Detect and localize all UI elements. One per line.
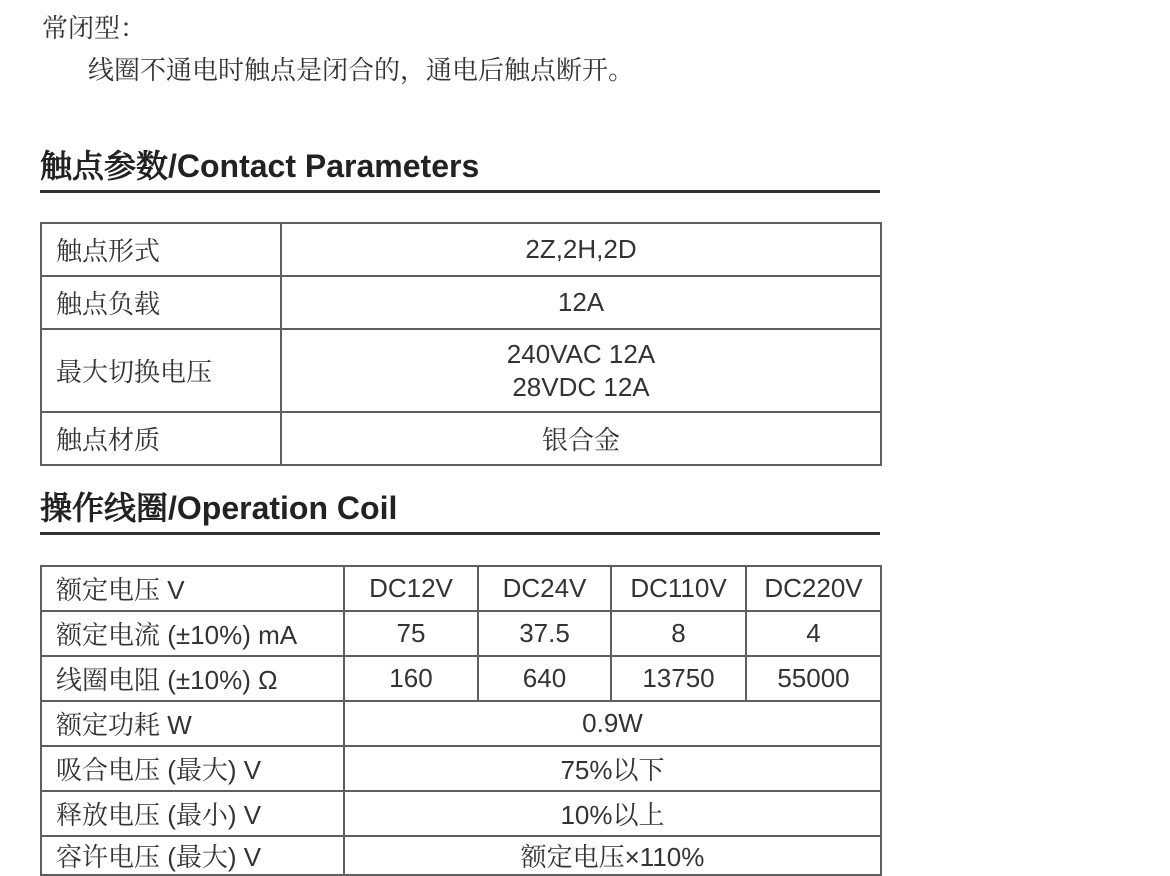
relay-type-title: 常闭型： (42, 13, 147, 43)
contact-parameters-heading: 触点参数/Contact Parameters (40, 148, 480, 184)
table-row (41, 836, 881, 875)
table-row (41, 656, 881, 701)
rated-current-label: 额定电流 (±10%) mA (41, 611, 344, 656)
allowable-voltage-label: 容许电压 (最大) V (41, 836, 344, 875)
coil-resistance-dc110: 13750 (611, 656, 746, 701)
table-row (41, 566, 881, 611)
max-switching-voltage-dc: 28VDC 12A (512, 371, 650, 402)
rated-power-value: 0.9W (344, 701, 881, 746)
table-row (41, 276, 881, 329)
heading-divider (40, 532, 880, 535)
contact-load-value: 12A (281, 276, 881, 329)
rated-voltage-dc12: DC12V (344, 566, 478, 611)
rated-voltage-label: 额定电压 V (41, 566, 344, 611)
contact-form-label: 触点形式 (41, 223, 281, 276)
rated-current-dc110: 8 (611, 611, 746, 656)
table-row (41, 329, 881, 412)
rated-voltage-dc220: DC220V (746, 566, 881, 611)
table-row (41, 412, 881, 465)
rated-current-dc12: 75 (344, 611, 478, 656)
contact-material-label: 触点材质 (41, 412, 281, 465)
coil-resistance-dc12: 160 (344, 656, 478, 701)
pickup-voltage-value: 75%以下 (344, 746, 881, 791)
release-voltage-label: 释放电压 (最小) V (41, 791, 344, 836)
coil-resistance-dc220: 55000 (746, 656, 881, 701)
pickup-voltage-label: 吸合电压 (最大) V (41, 746, 344, 791)
operation-coil-heading: 操作线圈/Operation Coil (40, 490, 398, 526)
rated-current-dc220: 4 (746, 611, 881, 656)
table-row (41, 611, 881, 656)
max-switching-voltage-label: 最大切换电压 (41, 329, 281, 412)
release-voltage-value: 10%以上 (344, 791, 881, 836)
allowable-voltage-value: 额定电压×110% (344, 836, 881, 875)
rated-voltage-dc24: DC24V (478, 566, 611, 611)
table-row (41, 791, 881, 836)
table-row (41, 701, 881, 746)
table-row (41, 223, 881, 276)
rated-voltage-dc110: DC110V (611, 566, 746, 611)
rated-power-label: 额定功耗 W (41, 701, 344, 746)
coil-resistance-dc24: 640 (478, 656, 611, 701)
rated-current-dc24: 37.5 (478, 611, 611, 656)
relay-type-description: 线圈不通电时触点是闭合的，通电后触点断开。 (88, 55, 635, 85)
table-row (41, 746, 881, 791)
max-switching-voltage-ac: 240VAC 12A (506, 338, 656, 369)
heading-divider (40, 190, 880, 193)
coil-resistance-label: 线圈电阻 (±10%) Ω (41, 656, 344, 701)
max-switching-voltage-value (281, 329, 881, 412)
contact-parameters-table (40, 222, 882, 466)
contact-load-label: 触点负载 (41, 276, 281, 329)
contact-material-value: 银合金 (281, 412, 881, 465)
contact-form-value: 2Z,2H,2D (281, 223, 881, 276)
operation-coil-table (40, 565, 882, 876)
